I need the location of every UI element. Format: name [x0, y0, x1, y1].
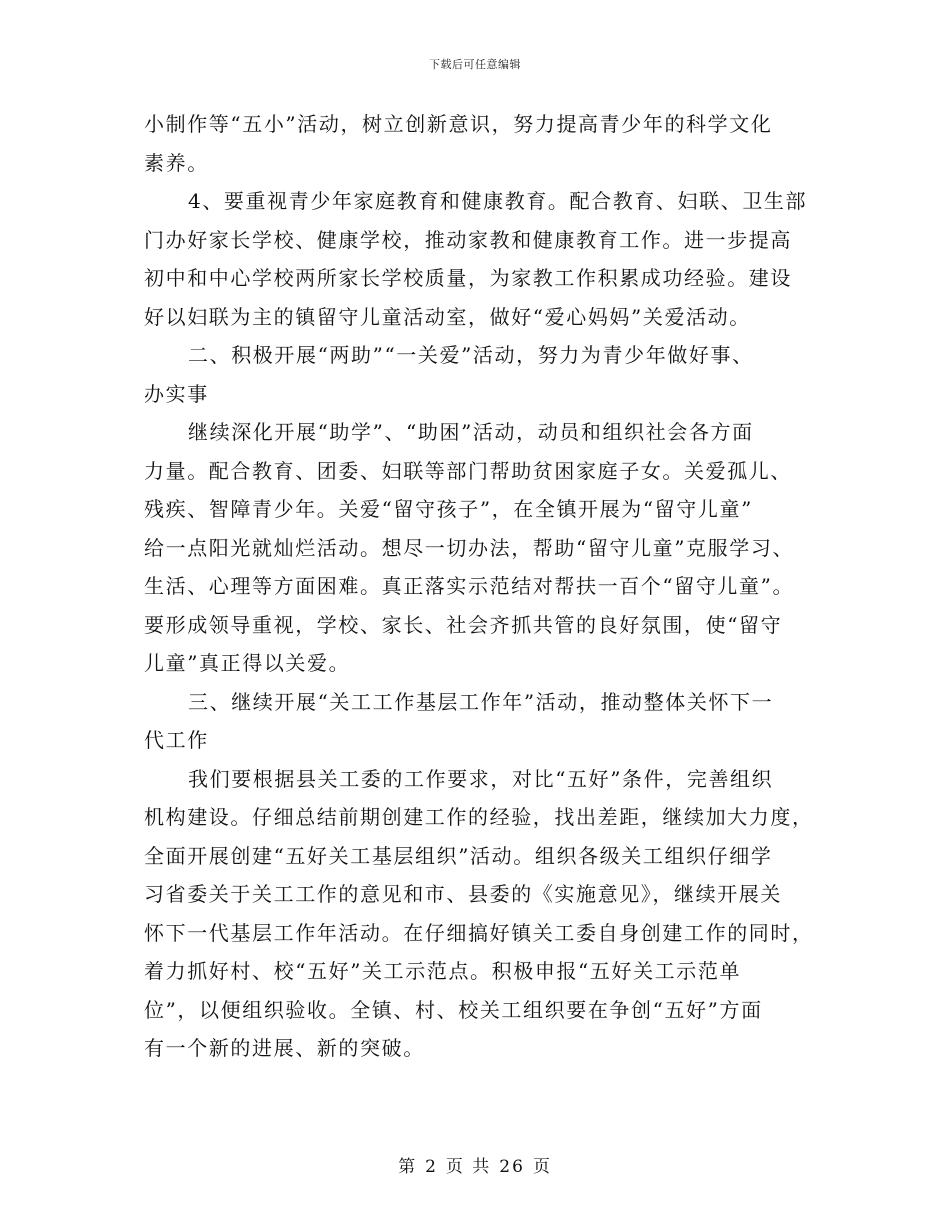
text-line: 着力抓好村、校“五好”关工示范点。积极申报“五好关工示范单: [144, 959, 742, 983]
paragraph-2: [144, 182, 809, 336]
text-line: 儿童”真正得以关爱。: [144, 651, 351, 675]
text-line: 怀下一代基层工作年活动。在仔细搞好镇关工委自身创建工作的同时，: [144, 920, 814, 945]
paragraph-3: [144, 413, 809, 683]
current-page-number: 2: [425, 1157, 438, 1177]
text-line: 有一个新的进展、新的突破。: [144, 1036, 425, 1060]
text-line: 继续深化开展“助学”、“助困”活动，动员和组织社会各方面: [188, 420, 754, 444]
text-line: 机构建设。仔细总结前期创建工作的经验，找出差距，继续加大力度，: [144, 805, 814, 829]
text-line: 4、要重视青少年家庭教育和健康教育。配合教育、妇联、卫生部: [188, 189, 808, 213]
section-heading-3: [144, 683, 809, 760]
text-line: 全面开展创建“五好关工基层组织”活动。组织各级关工组织仔细学: [144, 843, 773, 868]
text-line: 门办好家长学校、健康学校，推动家教和健康教育工作。进一步提高: [144, 227, 792, 252]
text-line: 素养。: [144, 150, 209, 175]
section-heading-2: [144, 336, 809, 413]
footer-suffix: 页: [532, 1157, 552, 1177]
text-line: 二、积极开展“两助”“一关爱”活动，努力为青少年做好事、: [188, 343, 754, 367]
text-line: 三、继续开展“关工工作基层工作年”活动，推动整体关怀下一: [188, 689, 774, 714]
paragraph-1: [144, 105, 809, 182]
text-line: 我们要根据县关工委的工作要求，对比“五好”条件，完善组织: [188, 766, 774, 791]
text-line: 好以妇联为主的镇留守儿童活动室，做好“爱心妈妈”关爱活动。: [144, 304, 751, 329]
text-line: 要形成领导重视，学校、家长、社会齐抓共管的良好氛围，使“留守: [144, 612, 783, 637]
text-line: 力量。配合教育、团委、妇联等部门帮助贫困家庭子女。关爱孤儿、: [144, 458, 792, 483]
page-header: 下载后可任意编辑: [429, 58, 521, 71]
text-line: 小制作等“五小”活动，树立创新意识，努力提高青少年的科学文化: [144, 112, 773, 136]
footer-prefix: 第: [398, 1157, 418, 1177]
text-line: 位”，以便组织验收。全镇、村、校关工组织要在争创“五好”方面: [144, 997, 763, 1022]
text-line: 习省委关于关工工作的意见和市、县委的《实施意见》，继续开展关: [144, 882, 782, 906]
text-line: 办实事: [144, 381, 209, 406]
page-footer: [0, 1152, 950, 1177]
text-line: 生活、心理等方面困难。真正落实示范结对帮扶一百个“留守儿童”。: [144, 574, 795, 598]
text-line: 残疾、智障青少年。关爱“留守孩子”，在全镇开展为“留守儿童”: [144, 497, 753, 521]
text-line: 给一点阳光就灿烂活动。想尽一切办法，帮助“留守儿童”克服学习、: [144, 535, 795, 560]
paragraph-4: [144, 760, 814, 1068]
text-line: 初中和中心学校两所家长学校质量，为家教工作积累成功经验。建设: [144, 266, 792, 290]
total-page-count: 26: [499, 1157, 525, 1177]
footer-middle: 页 共: [445, 1157, 492, 1177]
document-body: [144, 105, 814, 1068]
text-line: 代工作: [144, 728, 209, 752]
